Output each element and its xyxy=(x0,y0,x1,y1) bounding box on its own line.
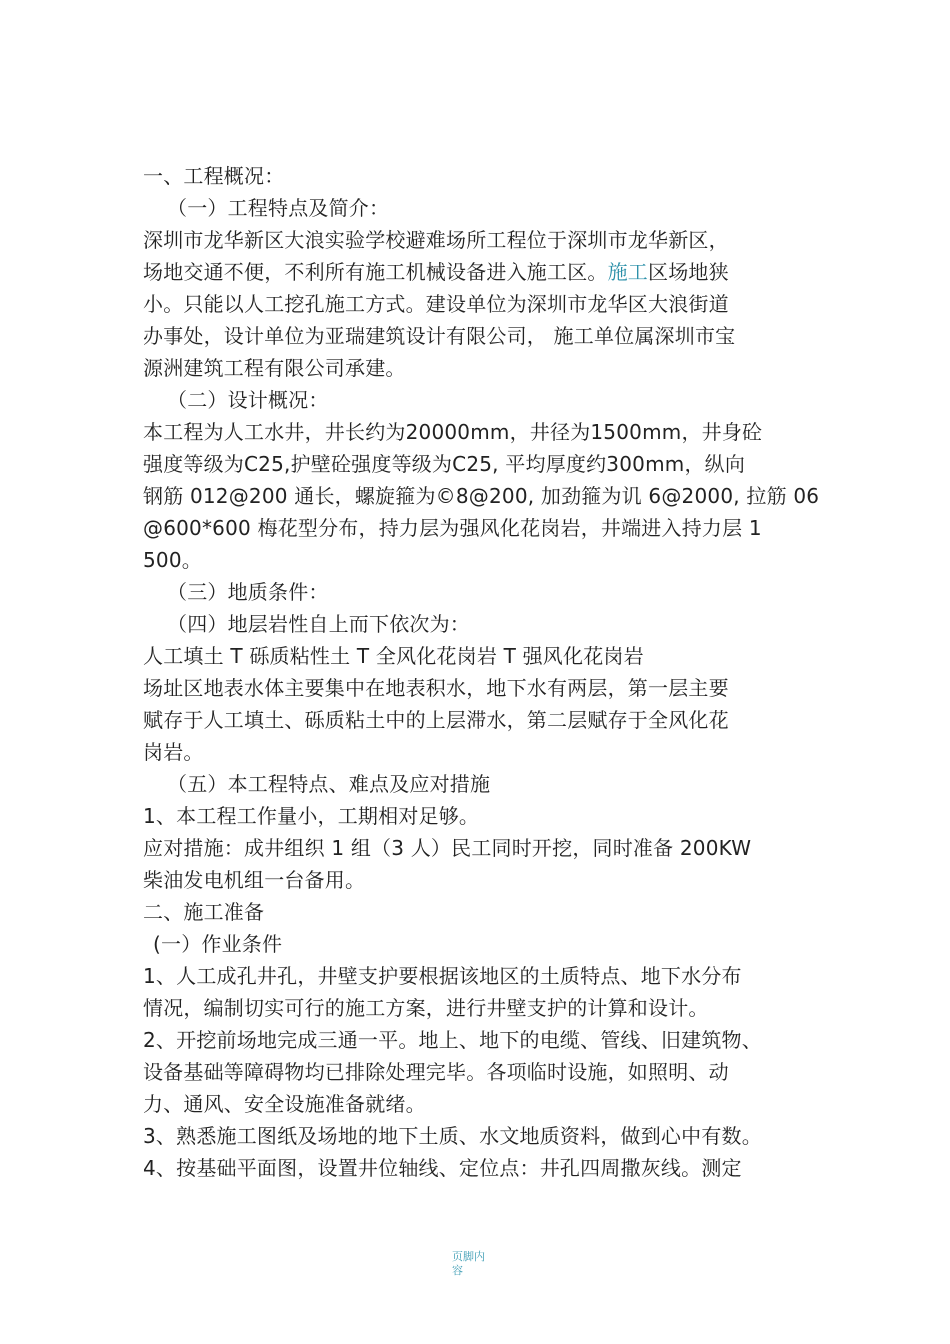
paragraph-line: 设备基础等障碍物均已排除处理完毕。各项临时设施，如照明、动 xyxy=(143,1060,729,1084)
footer-text-line: 容 xyxy=(452,1264,463,1277)
paragraph-line: 岗岩。 xyxy=(143,740,204,764)
paragraph-line: 源洲建筑工程有限公司承建。 xyxy=(143,356,406,380)
footer-text-line: 页脚内 xyxy=(452,1250,485,1263)
paragraph-line: 赋存于人工填土、砾质粘土中的上层滞水，第二层赋存于全风化花 xyxy=(143,708,729,732)
section-heading-2: 二、施工准备 xyxy=(143,900,265,924)
paragraph-line: 500。 xyxy=(143,548,202,572)
paragraph-line: 本工程为人工水井，井长约为20000mm，井径为1500mm，井身砼 xyxy=(143,420,763,444)
paragraph-line: 力、通风、安全设施准备就绪。 xyxy=(143,1092,426,1116)
paragraph-line: 3、熟悉施工图纸及场地的地下土质、水文地质资料，做到心中有数。 xyxy=(143,1124,762,1148)
section-heading-1: 一、工程概况： xyxy=(143,164,285,188)
paragraph-line: 应对措施：成井组织 1 组（3 人）民工同时开挖，同时准备 200KW xyxy=(143,836,752,860)
document-body xyxy=(143,160,833,1184)
paragraph-text: 场地交通不便，不利所有施工机械设备进入施工区。 xyxy=(143,260,608,284)
paragraph-line: 1、人工成孔井孔，井壁支护要根据该地区的土质特点、地下水分布 xyxy=(143,964,742,988)
construction-link[interactable]: 施工 xyxy=(607,260,649,284)
paragraph-line xyxy=(143,256,833,288)
paragraph-line: @600*600 梅花型分布，持力层为强风化花岗岩，井端进入持力层 1 xyxy=(143,516,762,540)
paragraph-line: 1、本工程工作量小，工期相对足够。 xyxy=(143,804,480,828)
subsection-heading: （五）本工程特点、难点及应对措施 xyxy=(167,772,491,796)
subsection-heading: （二）设计概况： xyxy=(167,388,329,412)
paragraph-line: 小。只能以人工挖孔施工方式。建设单位为深圳市龙华区大浪街道 xyxy=(143,292,729,316)
subsection-heading: (一）作业条件 xyxy=(153,932,283,956)
paragraph-line: 人工填土 T 砾质粘性土 T 全风化花岗岩 T 强风化花岗岩 xyxy=(143,644,644,668)
paragraph-line: 情况，编制切实可行的施工方案，进行井壁支护的计算和设计。 xyxy=(143,996,709,1020)
paragraph-text: 区场地狭 xyxy=(648,260,729,284)
subsection-heading: （一）工程特点及简介： xyxy=(167,196,390,220)
subsection-heading: （四）地层岩性自上而下依次为： xyxy=(167,612,470,636)
paragraph-line: 强度等级为C25,护壁砼强度等级为C25, 平均厚度约300mm，纵向 xyxy=(143,452,746,476)
paragraph-line: 4、按基础平面图，设置井位轴线、定位点：井孔四周撒灰线。测定 xyxy=(143,1156,742,1180)
paragraph-line: 办事处，设计单位为亚瑞建筑设计有限公司， 施工单位属深圳市宝 xyxy=(143,324,736,348)
paragraph-line: 2、开挖前场地完成三通一平。地上、地下的电缆、管线、旧建筑物、 xyxy=(143,1028,762,1052)
subsection-heading: （三）地质条件： xyxy=(167,580,329,604)
paragraph-line: 场址区地表水体主要集中在地表积水，地下水有两层，第一层主要 xyxy=(143,676,729,700)
page-footer xyxy=(452,1250,498,1278)
paragraph-line: 深圳市龙华新区大浪实验学校避难场所工程位于深圳市龙华新区， xyxy=(143,228,729,252)
paragraph-line: 柴油发电机组一台备用。 xyxy=(143,868,366,892)
paragraph-line: 钢筋 012@200 通长，螺旋箍为©8@200, 加劲箍为讥 6@2000, 拉筋 06 xyxy=(143,484,820,508)
